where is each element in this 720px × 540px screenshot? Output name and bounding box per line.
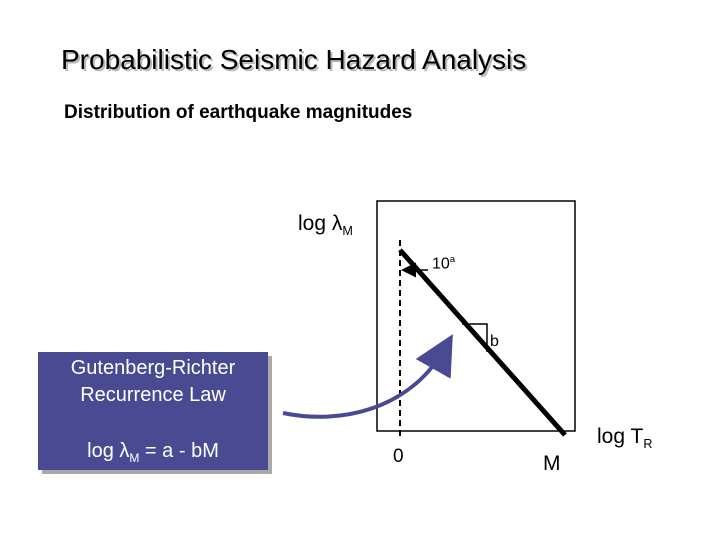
right-axis-label: $\log T_R$ — [597, 425, 653, 452]
x-axis-label: M — [543, 452, 561, 475]
slope-label: b — [490, 333, 499, 350]
y-axis-label: $\log \lambda_M$ — [298, 212, 353, 239]
recurrence-line — [400, 250, 565, 435]
plot-frame — [377, 201, 575, 431]
x-origin-label: 0 — [393, 446, 404, 467]
slide-title: Probabilistic Seismic Hazard Analysis — [61, 44, 527, 75]
callout-title: Gutenberg-Richter Recurrence Law — [70, 357, 236, 406]
intercept-label: 10$^a$ — [432, 254, 456, 273]
slope-triangle — [462, 324, 487, 352]
callout-equation: $\log \lambda_M = a$ - bM — [87, 440, 219, 465]
pointer-arrow — [283, 348, 445, 417]
gutenberg-richter-callout — [38, 352, 268, 470]
slide-subtitle: Distribution of earthquake magnitudes — [64, 102, 413, 123]
